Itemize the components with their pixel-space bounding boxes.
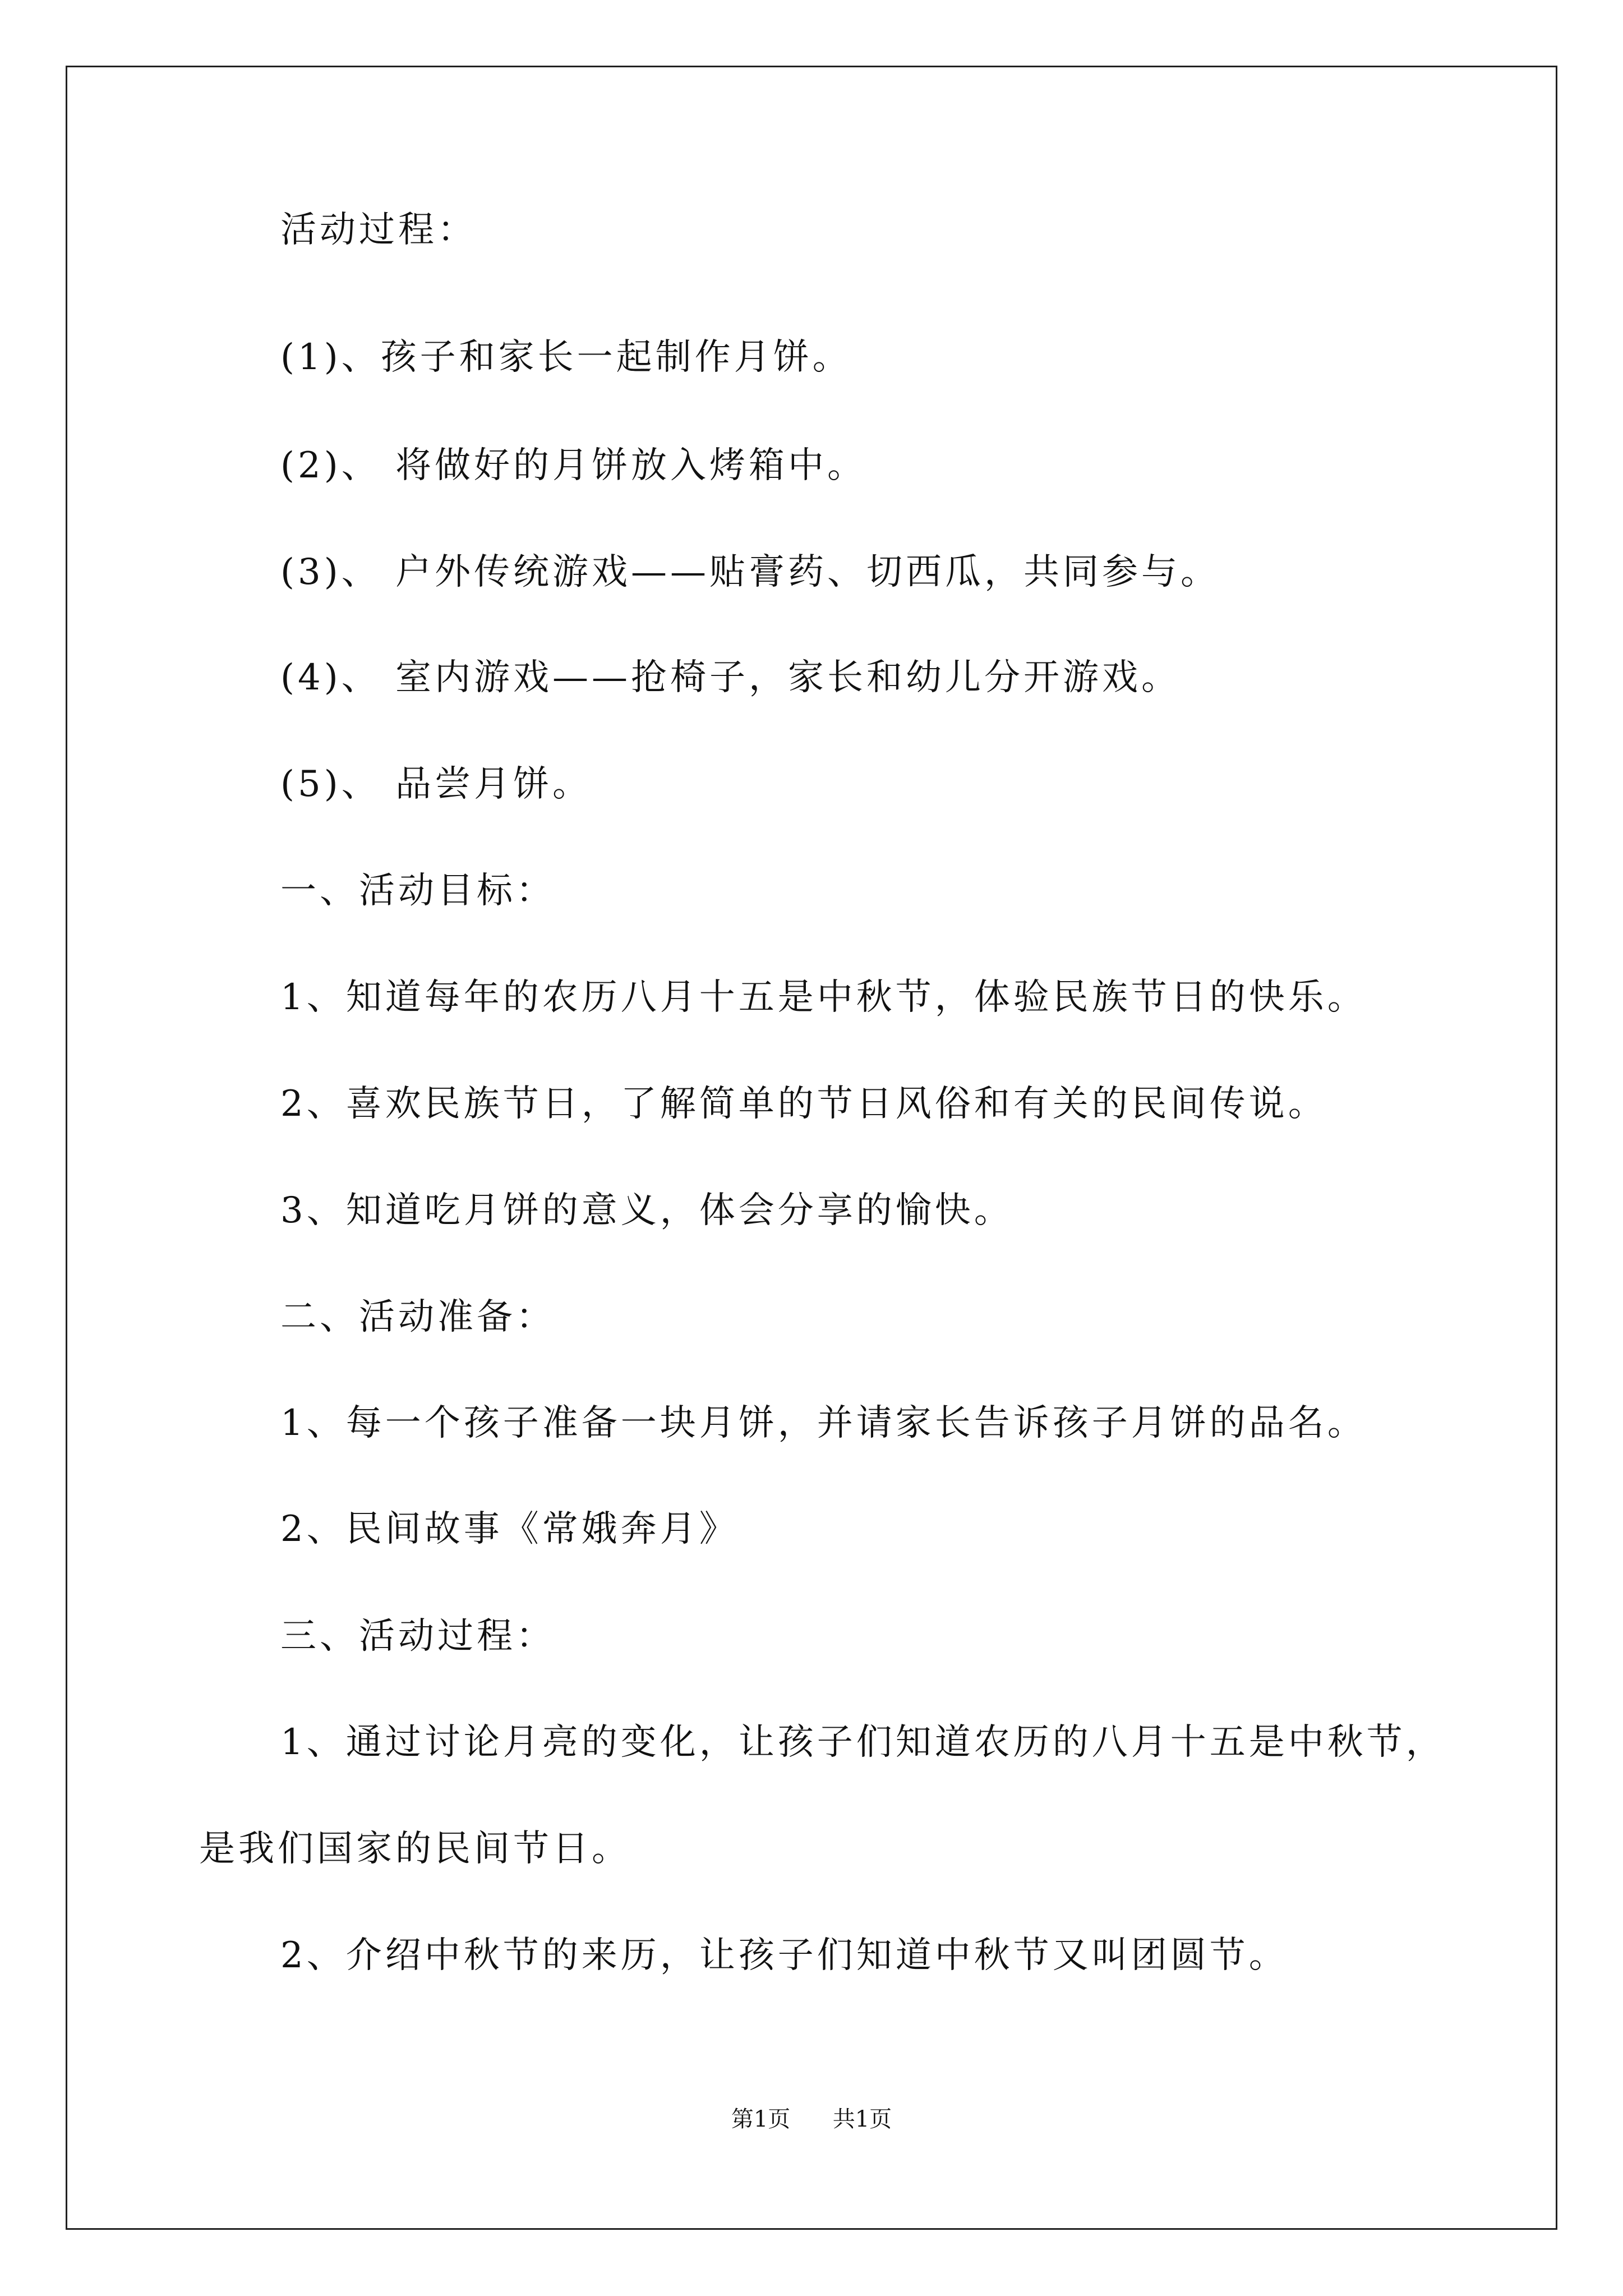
heading-activity-process: 活动过程： — [280, 209, 477, 251]
paragraph-process-1: 1、通过讨论月亮的变化，让孩子们知道农历的八月十五是中秋节， — [280, 1722, 1445, 1763]
paragraph-goal-3: 3、知道吃月饼的意义，体会分享的愉快。 — [280, 1190, 1013, 1231]
heading-activity-prep: 二、活动准备： — [280, 1296, 555, 1338]
paragraph-step-1: (1)、孩子和家长一起制作月饼。 — [280, 337, 852, 378]
paragraph-process-1-cont: 是我们国家的民间节日。 — [199, 1828, 631, 1870]
paragraph-process-2: 2、介绍中秋节的来历，让孩子们知道中秋节又叫团圆节。 — [280, 1935, 1288, 1976]
paragraph-prep-1: 1、每一个孩子准备一块月饼，并请家长告诉孩子月饼的品名。 — [280, 1402, 1367, 1444]
paragraph-step-3: (3)、 户外传统游戏——贴膏药、切西瓜，共同参与。 — [280, 551, 1220, 593]
page-number: 第1页 — [731, 2106, 791, 2132]
paragraph-step-4: (4)、 室内游戏——抢椅子，家长和幼儿分开游戏。 — [280, 657, 1181, 698]
paragraph-prep-2: 2、民间故事《常娥奔月》 — [280, 1508, 739, 1550]
paragraph-goal-1: 1、知道每年的农历八月十五是中秋节，体验民族节日的快乐。 — [280, 977, 1367, 1018]
paragraph-step-2: (2)、 将做好的月饼放入烤箱中。 — [280, 445, 866, 486]
paragraph-goal-2: 2、喜欢民族节日，了解简单的节日风俗和有关的民间传说。 — [280, 1083, 1327, 1125]
heading-activity-process-2: 三、活动过程： — [280, 1616, 555, 1657]
paragraph-step-5: (5)、 品尝月饼。 — [280, 763, 592, 805]
page-footer — [0, 2105, 1623, 2133]
page-total: 共1页 — [832, 2106, 892, 2132]
heading-activity-goals: 一、活动目标： — [280, 870, 555, 912]
